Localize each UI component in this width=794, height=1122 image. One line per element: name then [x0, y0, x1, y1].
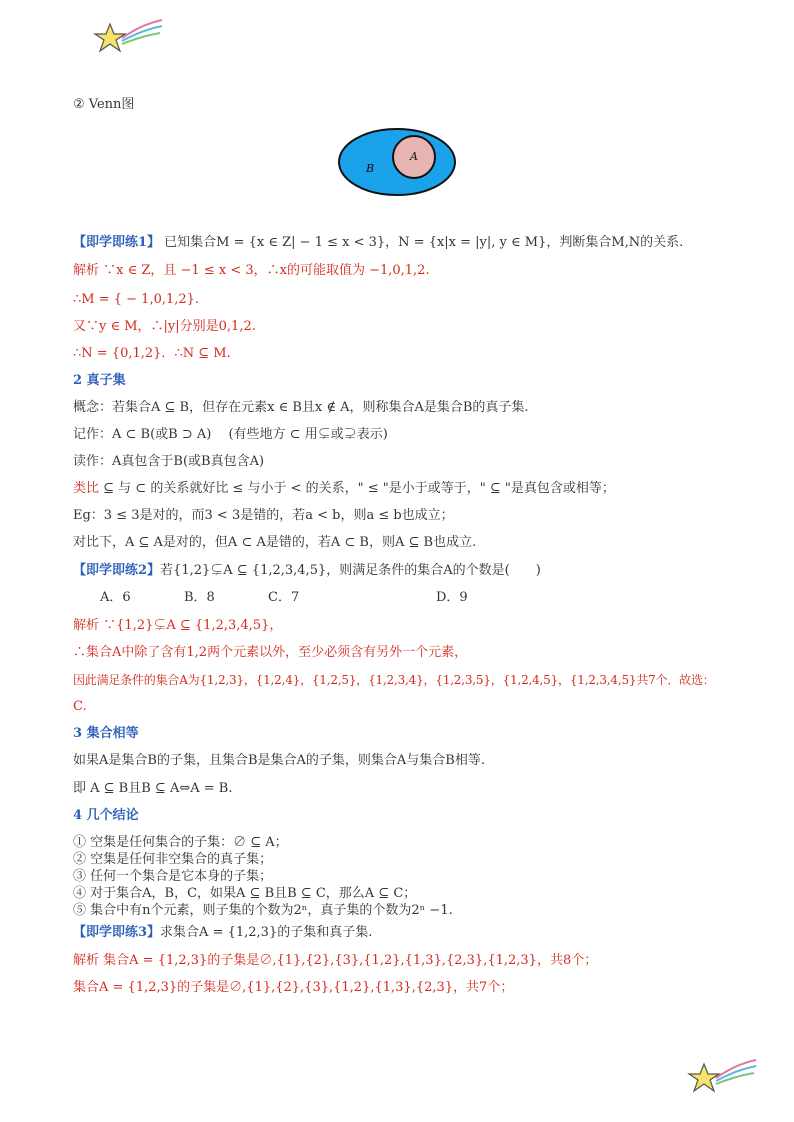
section-3-heading: 3 集合相等	[73, 726, 139, 741]
sec4-item-5: ⑤ 集合中有n个元素，则子集的个数为2ⁿ，真子集的个数为2ⁿ −1.	[73, 903, 453, 918]
ex1-solution-1-text: ∵x ∈ Z，且 −1 ≤ x < 3，∴x的可能取值为 −1,0,1,2.	[99, 263, 430, 278]
ex3-question-text: 求集合A = {1,2,3}的子集和真子集.	[160, 925, 373, 940]
ex2-solution-3: 因此满足条件的集合A为{1,2,3}，{1,2,4}，{1,2,5}，{1,2,3,4}，{1,2,3,5}，{1,2,4,5}，{1,2,3,4,5}共7个．故选：	[73, 673, 715, 687]
ex3-solution-tag: 解析	[73, 953, 100, 968]
sec2-compare: 对比下，A ⊆ A是对的，但A ⊂ A是错的，若A ⊂ B，则A ⊆ B也成立.	[73, 535, 477, 550]
ex2-option-a: A．6	[100, 590, 131, 605]
ex2-option-c: C．7	[268, 590, 300, 605]
ex1-question-text: 已知集合M = {x ∈ Z| − 1 ≤ x < 3}，N = {x|x = |y|, y ∈ M}，判断集合M,N的关系.	[160, 235, 684, 250]
sec4-item-2: ② 空集是任何非空集合的真子集；	[73, 852, 273, 867]
ex1-solution-1	[73, 262, 430, 280]
ex3-solution-1-text: 集合A = {1,2,3}的子集是∅,{1},{2},{3},{1,2},{1,3},{2,3},{1,2,3}，共8个；	[99, 953, 598, 968]
ex2-solution-1-text: ∵{1,2}⊊A ⊆ {1,2,3,4,5}，	[99, 618, 283, 633]
sec2-analogy-tag: 类比	[73, 481, 100, 496]
venn-inner-label: A	[410, 150, 418, 163]
ex3-tag: 【即学即练3】	[73, 925, 161, 940]
venn-title: ② Venn图	[73, 97, 135, 112]
ex2-question	[73, 562, 541, 580]
sec4-item-3: ③ 任何一个集合是它本身的子集；	[73, 869, 273, 884]
shooting-star-icon-bottom	[686, 1056, 758, 1098]
sec3-text-2: 即 A ⊆ B且B ⊆ A⇔A = B.	[73, 781, 233, 796]
sec2-analogy-text: ⊆ 与 ⊂ 的关系就好比 ≤ 与小于 < 的关系，" ≤ "是小于或等于，" ⊆ "是真包含或相等；	[99, 481, 615, 496]
sec4-item-1: ① 空集是任何集合的子集：∅ ⊆ A；	[73, 835, 288, 850]
ex3-solution-2: 集合A = {1,2,3}的子集是∅,{1},{2},{3},{1,2},{1,3},{2,3}，共7个；	[73, 980, 514, 995]
ex1-solution-tag: 解析	[73, 263, 100, 278]
ex2-solution-tag: 解析	[73, 618, 100, 633]
sec2-notation: 记作：A ⊂ B(或B ⊃ A) (有些地方 ⊂ 用⊊或⊋表示)	[73, 427, 388, 442]
shooting-star-icon-top	[92, 16, 164, 58]
sec3-text-1: 如果A是集合B的子集，且集合B是集合A的子集，则集合A与集合B相等.	[73, 753, 485, 768]
venn-outer-label: B	[366, 162, 375, 175]
ex1-solution-4: ∴N = {0,1,2}．∴N ⊆ M.	[73, 346, 231, 361]
sec2-reading: 读作：A真包含于B(或B真包含A)	[73, 454, 265, 469]
sec2-analogy	[73, 480, 615, 498]
ex3-question	[73, 924, 372, 942]
sec2-concept: 概念：若集合A ⊆ B，但存在元素x ∈ B且x ∉ A，则称集合A是集合B的真子集.	[73, 400, 529, 415]
ex2-option-d: D．9	[436, 590, 468, 605]
ex1-solution-2: ∴M = { − 1,0,1,2}.	[73, 292, 200, 307]
ex2-option-b: B．8	[184, 590, 215, 605]
ex1-question	[73, 234, 683, 252]
ex2-solution-4: C.	[73, 699, 87, 714]
venn-diagram	[336, 126, 458, 198]
section-4-heading: 4 几个结论	[73, 808, 139, 823]
ex2-question-text: 若{1,2}⊊A ⊆ {1,2,3,4,5}，则满足条件的集合A的个数是( )	[160, 563, 541, 578]
ex1-tag: 【即学即练1】	[73, 235, 161, 250]
ex2-solution-1	[73, 617, 282, 635]
ex2-solution-2: ∴集合A中除了含有1,2两个元素以外，至少必须含有另外一个元素，	[73, 645, 468, 660]
ex1-solution-3: 又∵y ∈ M，∴|y|分别是0,1,2.	[73, 319, 256, 334]
sec4-item-4: ④ 对于集合A，B，C，如果A ⊆ B且B ⊆ C，那么A ⊆ C；	[73, 886, 417, 901]
ex3-solution-1	[73, 952, 597, 970]
sec2-example: Eg：3 ≤ 3是对的，而3 < 3是错的，若a < b，则a ≤ b也成立；	[73, 508, 454, 523]
section-2-heading: 2 真子集	[73, 373, 126, 388]
ex2-tag: 【即学即练2】	[73, 563, 161, 578]
